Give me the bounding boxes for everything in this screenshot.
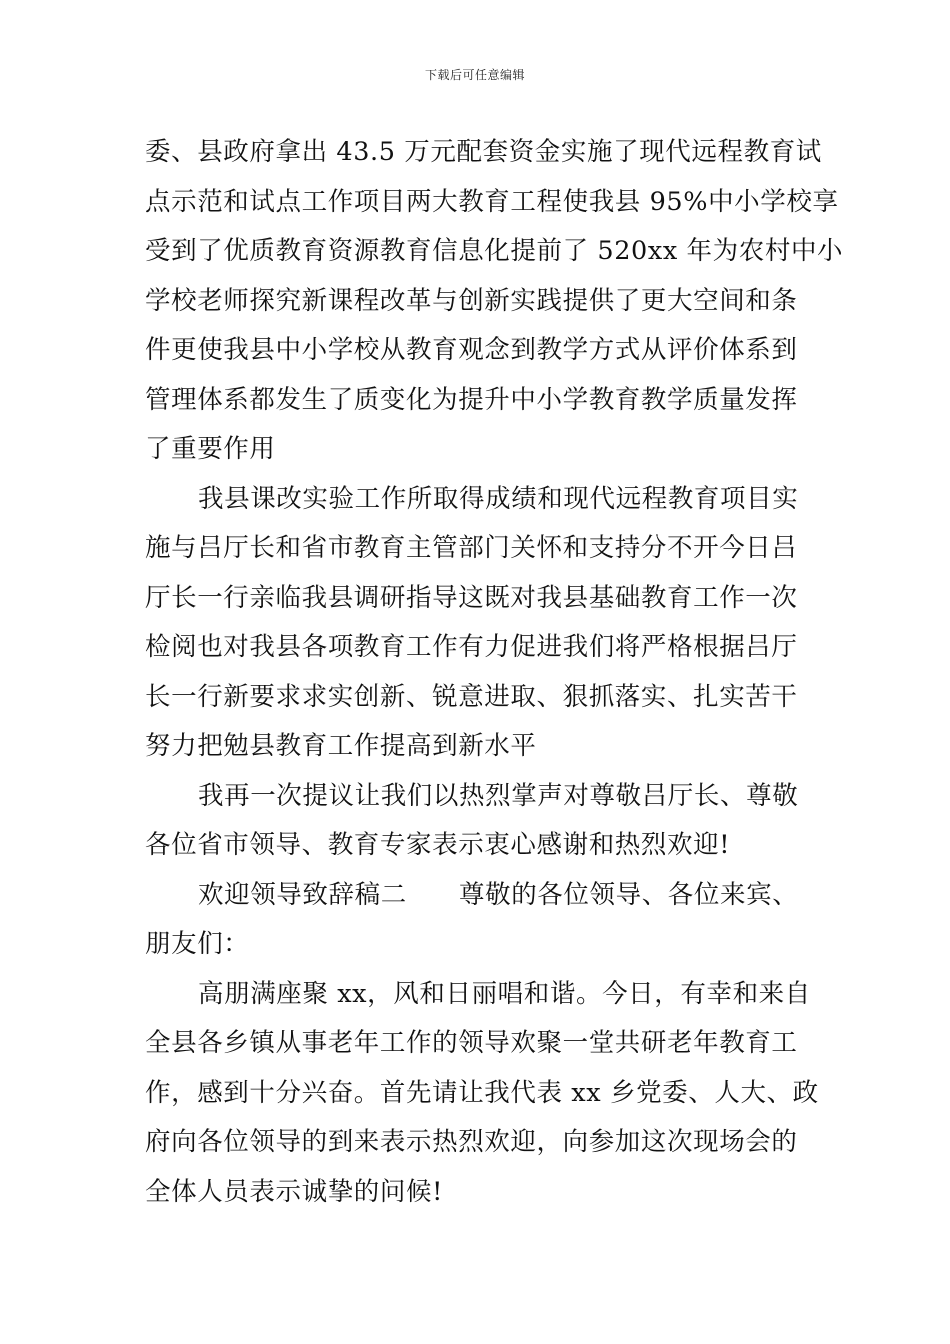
text-line: 我再一次提议让我们以热烈掌声对尊敬吕厅长、尊敬 [198, 780, 799, 811]
text-line: 全体人员表示诚挚的问候! [145, 1176, 443, 1207]
text-line: 长一行新要求求实创新、锐意进取、狠抓落实、扎实苦干 [145, 681, 798, 712]
text-line: 了重要作用 [145, 434, 276, 464]
text-line: 府向各位领导的到来表示热烈欢迎，向参加这次现场会的 [145, 1127, 798, 1157]
text-line: 点示范和试点工作项目两大教育工程使我县 95%中小学校享 [145, 186, 839, 217]
text-line: 朋友们： [145, 929, 250, 959]
text-line: 受到了优质教育资源教育信息化提前了 520xx 年为农村中小 [145, 236, 844, 266]
text-line: 作，感到十分兴奋。首先请让我代表 xx 乡党委、人大、政 [145, 1077, 819, 1108]
text-line: 检阅也对我县各项教育工作有力促进我们将严格根据吕厅 [145, 632, 798, 662]
text-line: 委、县政府拿出 43.5 万元配套资金实施了现代远程教育试 [145, 137, 822, 167]
text-line: 高朋满座聚 xx，风和日丽唱和谐。今日，有幸和来自 [198, 978, 811, 1009]
text-line: 件更使我县中小学校从教育观念到教学方式从评价体系到 [145, 335, 798, 365]
text-line: 欢迎领导致辞稿二 尊敬的各位领导、各位来宾、 [198, 879, 799, 910]
document-body [145, 128, 844, 1217]
text-line: 我县课改实验工作所取得成绩和现代远程教育项目实 [198, 483, 799, 514]
text-line: 厅长一行亲临我县调研指导这既对我县基础教育工作一次 [145, 582, 798, 613]
text-line: 学校老师探究新课程改革与创新实践提供了更大空间和条 [145, 285, 798, 316]
text-line: 努力把勉县教育工作提高到新水平 [145, 731, 537, 761]
text-line: 各位省市领导、教育专家表示衷心感谢和热烈欢迎! [145, 830, 731, 860]
text-line: 施与吕厅长和省市教育主管部门关怀和支持分不开今日吕 [145, 533, 798, 563]
page-header: 下载后可任意编辑 [424, 68, 525, 82]
text-line: 管理体系都发生了质变化为提升中小学教育教学质量发挥 [145, 384, 798, 415]
text-line: 全县各乡镇从事老年工作的领导欢聚一堂共研老年教育工 [145, 1028, 798, 1058]
